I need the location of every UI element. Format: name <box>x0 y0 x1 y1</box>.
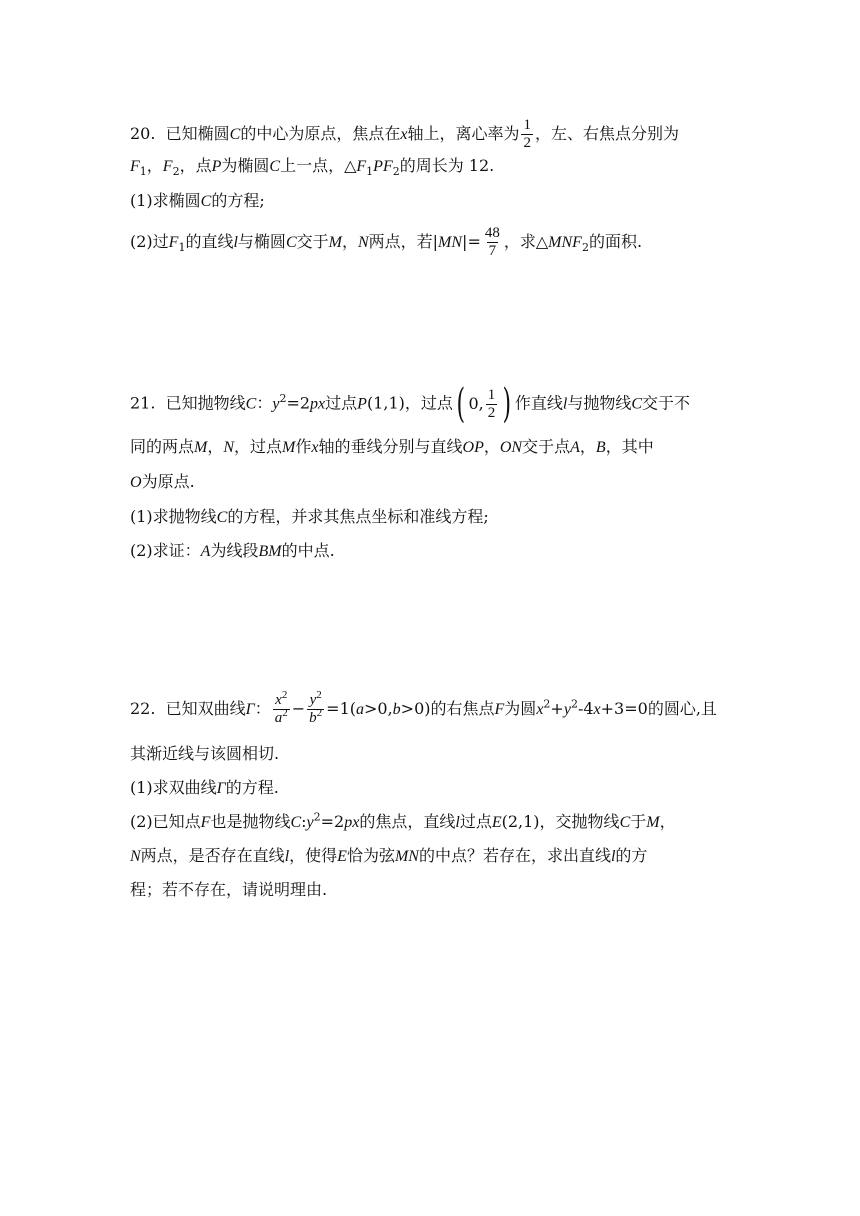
q21-part-1: (1)求抛物线C的方程，并求其焦点坐标和准线方程; <box>130 507 489 526</box>
q21-line-2: 同的两点M，N，过点M作x轴的垂线分别与直线OP，ON交于点A，B，其中 <box>130 437 654 456</box>
point-coordinate: ( 0, $\frac{1}{2}$ ) <box>456 381 512 427</box>
q22-part-2-line-3: 程；若不存在，请说明理由. <box>130 880 328 899</box>
mn-length-fraction: $\frac{48}{7}$ <box>484 225 500 259</box>
q21-part-2: (2)求证：A为线段BM的中点. <box>130 541 335 560</box>
q20-line-1: 20. 已知椭圆C的中心为原点，焦点在x轴上，离心率为 $\frac{1}{2}$ ，左、右焦点分别为 <box>130 117 679 151</box>
q22-line-2: 其渐近线与该圆相切. <box>130 744 280 763</box>
q20-part-2: (2)过$F_1$的直线l与椭圆C交于M，N两点，若|MN|= $\frac{48}{7}$ ，求$\triangle MNF_2$的面积. <box>130 225 643 259</box>
q22-line-1: 22. 已知双曲线Γ： $\frac{x^2}{a^2}$ − $\frac{y^2}{b^2}$ =1(a>0,b>0)的右焦点F为圆$x^2+y^2-4x+3=0$的圆心,且 <box>130 689 717 726</box>
x-over-a-fraction: $\frac{x^2}{a^2}$ <box>274 689 288 726</box>
q22-part-2-line-1: (2)已知点F也是抛物线$C:y^2=2px$的焦点，直线l过点E(2,1)，交抛物线C于M， <box>130 810 676 831</box>
eccentricity-fraction: $\frac{1}{2}$ <box>523 117 531 151</box>
y-over-b-fraction: $\frac{y^2}{b^2}$ <box>309 689 323 726</box>
q21-line-3: O为原点. <box>130 472 195 491</box>
q22-part-2-line-2: N两点，是否存在直线l，使得E恰为弦MN的中点？若存在，求出直线l的方 <box>130 846 648 865</box>
q20-part-1: (1)求椭圆C的方程; <box>130 191 265 210</box>
q20-line-2: $F_1$，$F_2$，点P为椭圆C上一点，$\triangle F_1PF_2$的周长为 12. <box>130 156 495 179</box>
q21-line-1: 21. 已知抛物线C：$y^2=2px$过点P(1,1)，过点 ( 0, $\frac{1}{2}$ ) 作直线l与抛物线C交于不 <box>130 381 691 427</box>
q22-part-1: (1)求双曲线Γ的方程. <box>130 778 279 797</box>
